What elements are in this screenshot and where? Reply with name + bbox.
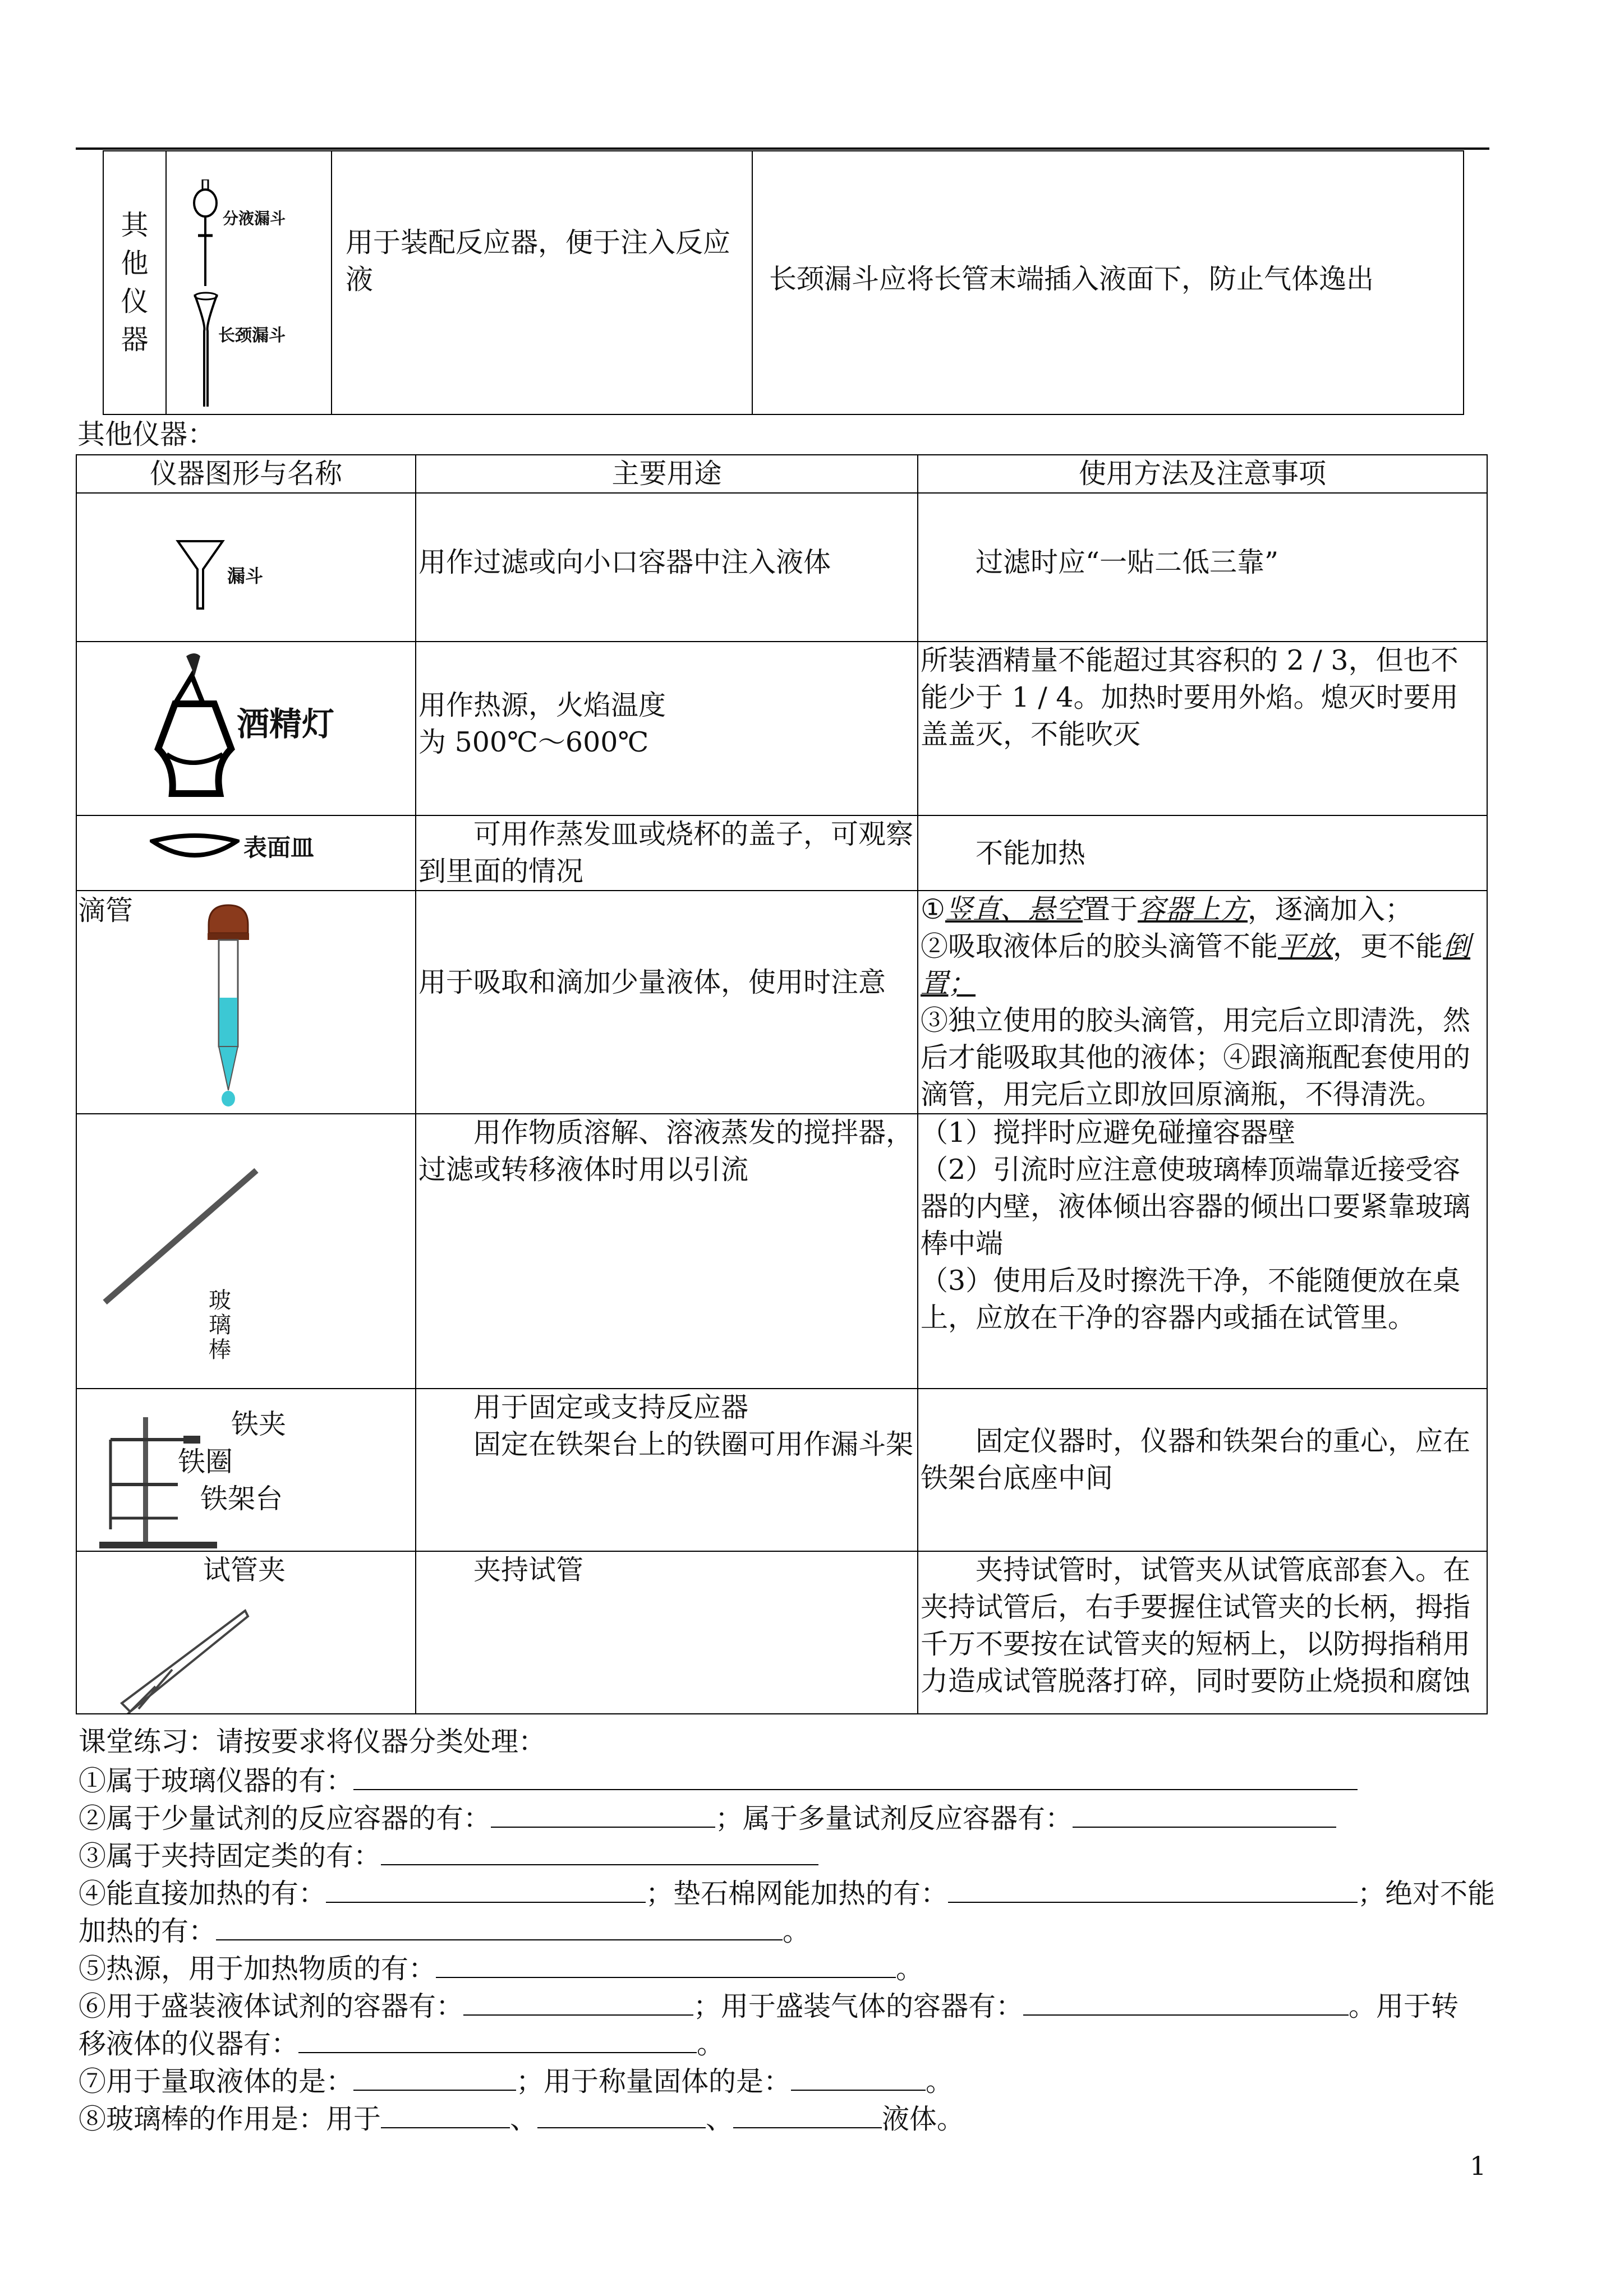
exercise-q2: ②属于少量试剂的反应容器的有： ；属于多量试剂反应容器有： [79, 1799, 1336, 1837]
funnel-figure-cell [76, 493, 416, 642]
dropper-note-2: ②吸取液体后的胶头滴管不能平放，更不能倒置； [921, 930, 1471, 999]
exercise-q5: ⑤热源，用于加热物质的有： 。 [79, 1949, 923, 1988]
lamp-note-cell [918, 642, 1487, 815]
answer-blank[interactable] [463, 1986, 693, 2016]
watch-glass-label: 表面皿 [243, 834, 315, 861]
dish-use-text: 可用作蒸发皿或烧杯的盖子，可观察到里面的情况 [418, 818, 914, 887]
header-use: 主要用途 [416, 455, 918, 493]
answer-blank[interactable] [353, 2062, 516, 2091]
dropper-note-1: ①竖直、悬空置于容器上方，逐滴加入； [921, 893, 1413, 925]
exercise-q4: ④能直接加热的有： ；垫石棉网能加热的有： ；绝对不能 [79, 1874, 1495, 1912]
alcohol-lamp-label: 酒精灯 [237, 705, 335, 743]
funnel-use-cell [416, 493, 918, 642]
funnel-label: 漏斗 [227, 565, 264, 587]
alcohol-lamp-icon [153, 653, 237, 802]
dish-figure-cell [76, 815, 416, 891]
exercise-q8: ⑧玻璃棒的作用是：用于 、 、 液体。 [79, 2099, 964, 2138]
lamp-use-line: 用作热源，火焰温度 [418, 689, 666, 721]
rod-figure-cell [76, 1114, 416, 1389]
dropper-use-cell [416, 891, 918, 1114]
lamp-use-line: 为 500℃～600℃ [418, 726, 649, 758]
watch-glass-icon [150, 833, 240, 866]
long-neck-funnel-icon [189, 292, 223, 409]
rod-use-cell [416, 1114, 918, 1389]
dropper-use-text: 用于吸取和滴加少量液体，使用时注意 [418, 966, 886, 998]
answer-blank[interactable] [791, 2062, 926, 2091]
lamp-figure-cell [76, 642, 416, 815]
category-char: 其 [121, 209, 149, 241]
stand-use-1: 用于固定或支持反应器 [473, 1391, 749, 1423]
answer-blank[interactable] [1023, 1986, 1349, 2016]
dropper-label: 滴管 [78, 895, 134, 926]
category-cell [103, 151, 166, 414]
top-instrument-table [103, 150, 1464, 415]
long-neck-funnel-label: 长颈漏斗 [218, 326, 286, 345]
top-rule [76, 147, 1489, 150]
rod-use-text: 用作物质溶解、溶液蒸发的搅拌器，过滤或转移液体时用以引流 [418, 1117, 914, 1186]
answer-blank[interactable] [353, 1761, 1358, 1790]
page-number: 1 [1470, 2151, 1487, 2181]
answer-blank[interactable] [537, 2099, 706, 2128]
answer-blank[interactable] [216, 1911, 783, 1940]
funnel-icon [175, 538, 226, 611]
dropper-note-3: ③独立使用的胶头滴管，用完后立即清洗，然后才能吸取其他的液体；④跟滴瓶配套使用的滴管，用完后立即放回原滴瓶，不得清洗。 [921, 1004, 1471, 1110]
answer-blank[interactable] [298, 2024, 697, 2053]
category-char: 器 [121, 324, 149, 356]
category-char: 仪 [121, 285, 149, 317]
answer-blank[interactable] [1073, 1799, 1336, 1828]
dish-note-cell [918, 815, 1487, 891]
category-char: 他 [121, 247, 149, 279]
dish-use-cell [416, 815, 918, 891]
clamp-use-text: 夹持试管 [473, 1554, 584, 1586]
glass-rod-icon [99, 1165, 268, 1311]
lamp-use-cell [416, 642, 918, 815]
iron-clamp-label: 铁夹 [231, 1408, 287, 1440]
stand-note-cell [918, 1389, 1487, 1551]
rod-note-2: （2）引流时应注意使玻璃棒顶端靠近接受容器的内壁，液体倾出容器的倾出口要紧靠玻璃棒中端 [921, 1154, 1471, 1260]
funnel-note-cell [752, 151, 1464, 414]
funnel-figures-cell [166, 151, 332, 414]
stand-figure-cell [76, 1389, 416, 1551]
dish-note-text: 不能加热 [976, 837, 1086, 869]
exercise-q7: ⑦用于量取液体的是： ；用于称量固体的是： 。 [79, 2062, 953, 2100]
clamp-use-cell [416, 1551, 918, 1714]
clamp-note-cell [918, 1551, 1487, 1714]
answer-blank[interactable] [491, 1799, 715, 1828]
dropper-note-cell [918, 891, 1487, 1114]
answer-blank[interactable] [436, 1949, 896, 1978]
funnel-note-text: 过滤时应“一贴二低三靠” [976, 546, 1279, 578]
exercise-q4-cont: 加热的有： 。 [79, 1911, 810, 1950]
header-figure: 仪器图形与名称 [76, 455, 416, 493]
rod-note-1: （1）搅拌时应避免碰撞容器壁 [921, 1117, 1296, 1149]
funnel-use: 用于装配反应器，便于注入反应液 [346, 227, 731, 296]
answer-blank[interactable] [733, 2099, 882, 2128]
clamp-note-text: 夹持试管时，试管夹从试管底部套入。在夹持试管后，右手要握住试管夹的长柄，拇指千万不要按在试管夹的短柄上，以防拇指稍用力造成试管脱落打碎，同时要防止烧损和腐蚀 [921, 1554, 1471, 1697]
dropper-icon [203, 902, 254, 1110]
separatory-funnel-label: 分液漏斗 [223, 209, 286, 228]
exercise-q1: ①属于玻璃仪器的有： [79, 1761, 1358, 1800]
funnel-note: 长颈漏斗应将长管末端插入液面下，防止气体逸出 [769, 263, 1374, 295]
answer-blank[interactable] [381, 2099, 510, 2128]
rod-note-cell [918, 1114, 1487, 1389]
exercise-title: 课堂练习：请按要求将仪器分类处理： [79, 1726, 546, 1758]
funnel-use-text: 用作过滤或向小口容器中注入液体 [418, 546, 831, 578]
tube-clamp-label: 试管夹 [203, 1554, 286, 1586]
stand-note-text: 固定仪器时，仪器和铁架台的重心，应在铁架台底座中间 [921, 1425, 1471, 1494]
lamp-note-text: 所装酒精量不能超过其容积的 2 / 3，但也不能少于 1 / 4。加热时要用外焰。熄灭时要用盖盖灭，不能吹灭 [921, 644, 1459, 750]
rod-note-3: （3）使用后及时擦洗干净，不能随便放在桌上，应放在干净的容器内或插在试管里。 [921, 1265, 1461, 1334]
exercise-q6: ⑥用于盛装液体试剂的容器有： ；用于盛装气体的容器有： 。用于转 [79, 1986, 1459, 2025]
test-tube-clamp-icon [105, 1608, 251, 1714]
funnel-use-cell [332, 151, 752, 414]
funnel-note-cell [918, 493, 1487, 642]
instrument-table [76, 454, 1488, 1714]
dropper-figure-cell [76, 891, 416, 1114]
answer-blank[interactable] [381, 1836, 818, 1865]
section-title: 其他仪器： [77, 418, 215, 450]
glass-rod-label: 玻 璃 棒 [209, 1288, 231, 1363]
stand-use-cell [416, 1389, 918, 1551]
iron-stand-label: 铁架台 [200, 1483, 283, 1515]
separatory-funnel-icon [183, 179, 228, 292]
iron-ring-label: 铁圈 [178, 1446, 233, 1478]
answer-blank[interactable] [326, 1874, 646, 1903]
stand-use-2: 固定在铁架台上的铁圈可用作漏斗架 [473, 1428, 914, 1460]
header-note: 使用方法及注意事项 [918, 455, 1487, 493]
answer-blank[interactable] [948, 1874, 1358, 1903]
exercise-q3: ③属于夹持固定类的有： [79, 1836, 818, 1875]
exercise-q6-cont: 移液体的仪器有： 。 [79, 2024, 724, 2063]
clamp-figure-cell [76, 1551, 416, 1714]
